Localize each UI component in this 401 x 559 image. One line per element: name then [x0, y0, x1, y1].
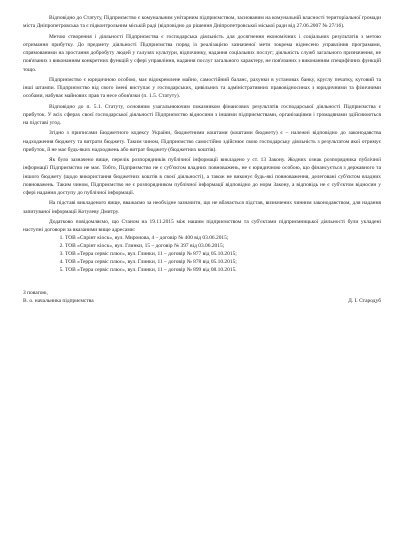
paragraph-budget-code: Згідно з приписами Бюджетного кодексу України, бюджетними коштами (коштами бюджету) є – належні відповідно до законодавства надходження бюджету та витрати бюджету. Таким чином, Підприємство самостійно здійснює свою господарську діяльність з результатом якої отримує прибуток, й не має будь-яких надходжень або витрат бюджету (бюджетних коштів).: [23, 130, 381, 153]
paragraph-statute: Відповідно до Статуту, Підприємство є комунальним унітарним підприємством, заснованим на комунальній власності територіальної громади міста Дніпропетровська та є підконтрольним міській раді (відповідно до рішення Дніпропетровської міської ради від 27.06.2007 № 27/16).: [23, 15, 381, 30]
signature-block: [23, 289, 381, 306]
paragraph-legal-entity: Підприємство є юридичною особою, має відокремлене майно, самостійний баланс, рахунки в установах банку, круглу печатку, кутовий та інші штампи. Підприємство від свого імені виступає у господарських, цивільних та адміністративних правовідносинах з юридичними та фізичними особами, набуває майнових прав та несе обов'язки (п. 1.5. Статуту).: [23, 76, 381, 100]
paragraph-conclusion: На підставі викладеного вище, вважаємо за необхідне зазначити, що не вбачається підстав, визначених чинним законодавством, для надання запитуваної інформації Котулеву Дмитру.: [23, 200, 381, 215]
contract-item: 1. ТОВ «Спрінт кіоск», вул. Миронова, 4 – договір № 400 від 03.06.2015;: [65, 235, 381, 243]
paragraph-public-info: Як було зазначено вище, перелік розпорядників публічної інформації викладено у ст. 13 Закону. Жодних ознак розпорядника публічної інформації Підприємство не має. Тобто, Підприємство не є суб'єктом владних повноважень, не є юридичною особою, що фінансується з державного та іншого бюджету (щодо використання бюджетних коштів в своєї діяльності), а також не виконує будь-які повноваження, делеговані суб'єктом владних повноважень. Таким чином, Підприємство не є розпорядником публічної інформації відповідно до норм Закону, а відповідь не є суб'єктом відносин у сфері надання доступу до публічної інформації.: [23, 157, 381, 196]
signer-name: Д. І. Стародуб: [348, 298, 381, 305]
contract-item: 5. ТОВ «Терра сервіс плюс», вул. Глинки, 11 – договір № 899 від 08.10.2015.: [65, 267, 381, 275]
paragraph-financial-results: Відповідно до п. 5.1. Статуту, основним узагальнюючим показником фінансових результатів господарської діяльності Підприємства є прибуток. У всіх сферах своєї господарської діяльності Підприємство відносини з іншими підприємствами, організаціями і громадянами здійснюються на підставі угод.: [23, 103, 381, 126]
regards-line: З повагою,: [23, 289, 48, 296]
paragraph-contracts-intro: Додатково повідомляємо, що Станом на 19.11.2015 між нашим підприємством та суб'єктами підприємницької діяльності були укладені наступні договори за вказаними вище адресами:: [23, 218, 381, 233]
paragraph-purpose: Метою створення і діяльності Підприємства є господарська діяльність для досягнення економічних і соціальних результатів з метою отримання прибутку. До предмету діяльності Підприємства поряд із реалізацією зазначеної мети зокрема віднесено управління програмами, спрямованими на зростання добробуту людей у галузях культури, відпочинку, надання соціальних послуг; діяльність служб загального призначення, не пов'язаних з виконанням конкретних функцій у сфері управління, надання послуг загального характеру, не пов'язаних з виконанням специфічних функцій тощо.: [23, 33, 381, 73]
signature-row: [23, 297, 381, 305]
signer-position: В. о. начальника підприємства: [23, 298, 94, 305]
contract-item: 3. ТОВ «Терра сервіс плюс», вул. Глинки, 11 – договір № 877 від 05.10.2015;: [65, 251, 381, 259]
contract-item: 2. ТОВ «Спрінт кіоск», вул. Глинки, 15 – договір № 397 від 03.06.2015;: [65, 243, 381, 251]
contracts-list: [23, 235, 381, 275]
contract-item: 4. ТОВ «Терра сервіс плюс», вул. Глинки, 11 – договір № 878 від 05.10.2015;: [65, 259, 381, 267]
